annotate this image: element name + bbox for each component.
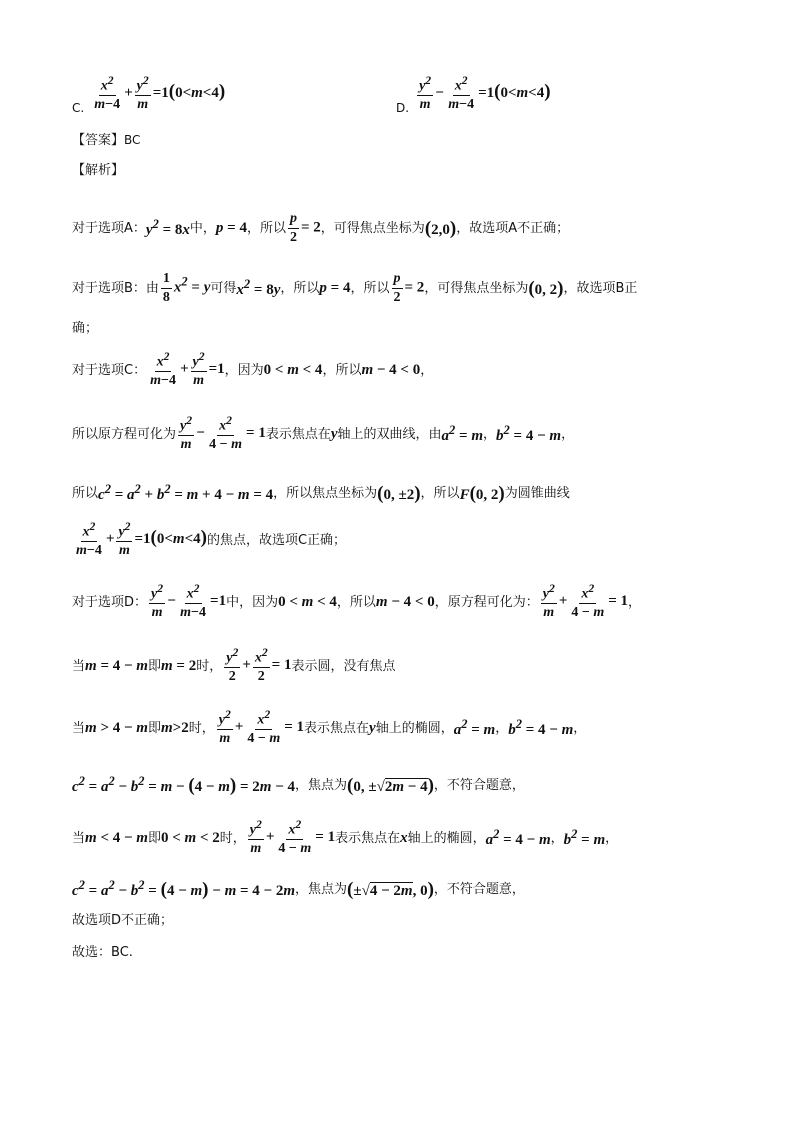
option-b-explanation-cont: 确； (72, 320, 99, 336)
option-d-equation: $\frac{y^2}{m}$ − $\frac{x^2}{m-4}$ =1(0<m<4) (419, 74, 551, 113)
option-c-equation: $\frac{x^2}{m-4}$ + $\frac{y^2}{m}$ =1(0<m<4) (94, 74, 226, 113)
option-c-explanation-4: $\frac{x^2}{m-4}$ + $\frac{y^2}{m}$ =1(0<m<4) 的焦点，故选项C正确； (76, 520, 347, 559)
option-c-explanation-3: 所以 $c^2 = a^2 + b^2 = m + 4 - m = 4$ ，所以焦点坐标为 (0, ±2) ，所以 F(0, 2) 为圆锥曲线 (72, 482, 570, 504)
option-d-case-greater-focus: $c^2 = a^2 - b^2 = m - (4 - m) = 2m - 4$ ，焦点为 (0, ±√2m − 4) ，不符合题意， (72, 774, 525, 796)
answer-value: BC (124, 133, 141, 147)
answer-row (72, 132, 764, 148)
answer-label: 【答案】 (72, 132, 125, 148)
option-d-case-less: 当 m < 4 − m 即 0 < m < 2 时， $\frac{y^2}{m}$ + $\frac{x^2}{4 - m}$ = 1 表示焦点在 x 轴上的椭圆， $a^2 = 4 - m$ ， $b^2 = m$ ， (72, 818, 619, 857)
option-b-explanation: 对于选项B：由 $\frac{1}{8}$ $x^2 = y$ 可得 $x^2 = 8y$ ，所以 p = 4 ，所以 $\frac{p}{2}$ = 2 ，可得焦点坐标为 (0, 2) ，故选项B正 (72, 271, 638, 305)
option-d-case-equal: 当 m = 4 − m 即 m = 2 时， $\frac{y^2}{2}$ + $\frac{x^2}{2}$ = 1 表示圆，没有焦点 (72, 646, 396, 685)
option-d-case-less-focus: $c^2 = a^2 - b^2 = (4 - m) - m = 4 - 2m$ ，焦点为 (±√4 − 2m, 0) ，不符合题意， (72, 878, 525, 900)
option-c-explanation-2: 所以原方程可化为 $\frac{y^2}{m}$ − $\frac{x^2}{4 - m}$ = 1 表示焦点在 y 轴上的双曲线，由 $a^2 = m$ ， $b^2 = 4 - m$ ， (72, 414, 575, 453)
option-d-row (396, 74, 764, 115)
final-answer: 故选：BC. (72, 944, 133, 960)
analysis-label: 【解析】 (72, 162, 125, 178)
option-d-conclusion: 故选项D不正确； (72, 912, 174, 928)
option-d-label: D. (396, 101, 410, 115)
option-c-label: C. (72, 101, 85, 115)
option-d-case-greater: 当 m > 4 − m 即 m>2 时， $\frac{y^2}{m}$ + $\frac{x^2}{4 - m}$ = 1 表示焦点在 y 轴上的椭圆， $a^2 = m$ ， $b^2 = 4 - m$ ， (72, 708, 587, 747)
analysis-label-row (72, 162, 764, 178)
option-c-explanation: 对于选项C： $\frac{x^2}{m-4}$ + $\frac{y^2}{m}$ =1 ，因为 0 < m < 4 ，所以 m − 4 < 0 ， (72, 350, 434, 389)
option-a-explanation: 对于选项A： $y^2 = 8x$ 中， p = 4 ，所以 $\frac{p}{2}$ = 2 ，可得焦点坐标为 (2,0) ，故选项A不正确； (72, 211, 570, 245)
option-d-explanation: 对于选项D： $\frac{y^2}{m}$ − $\frac{x^2}{m-4}$ =1 中，因为 0 < m < 4 ，所以 m − 4 < 0 ，原方程可化为： $\frac{y^2}{m}$ + $\frac{x^2}{4 - m}$ = 1 ， (72, 582, 642, 621)
